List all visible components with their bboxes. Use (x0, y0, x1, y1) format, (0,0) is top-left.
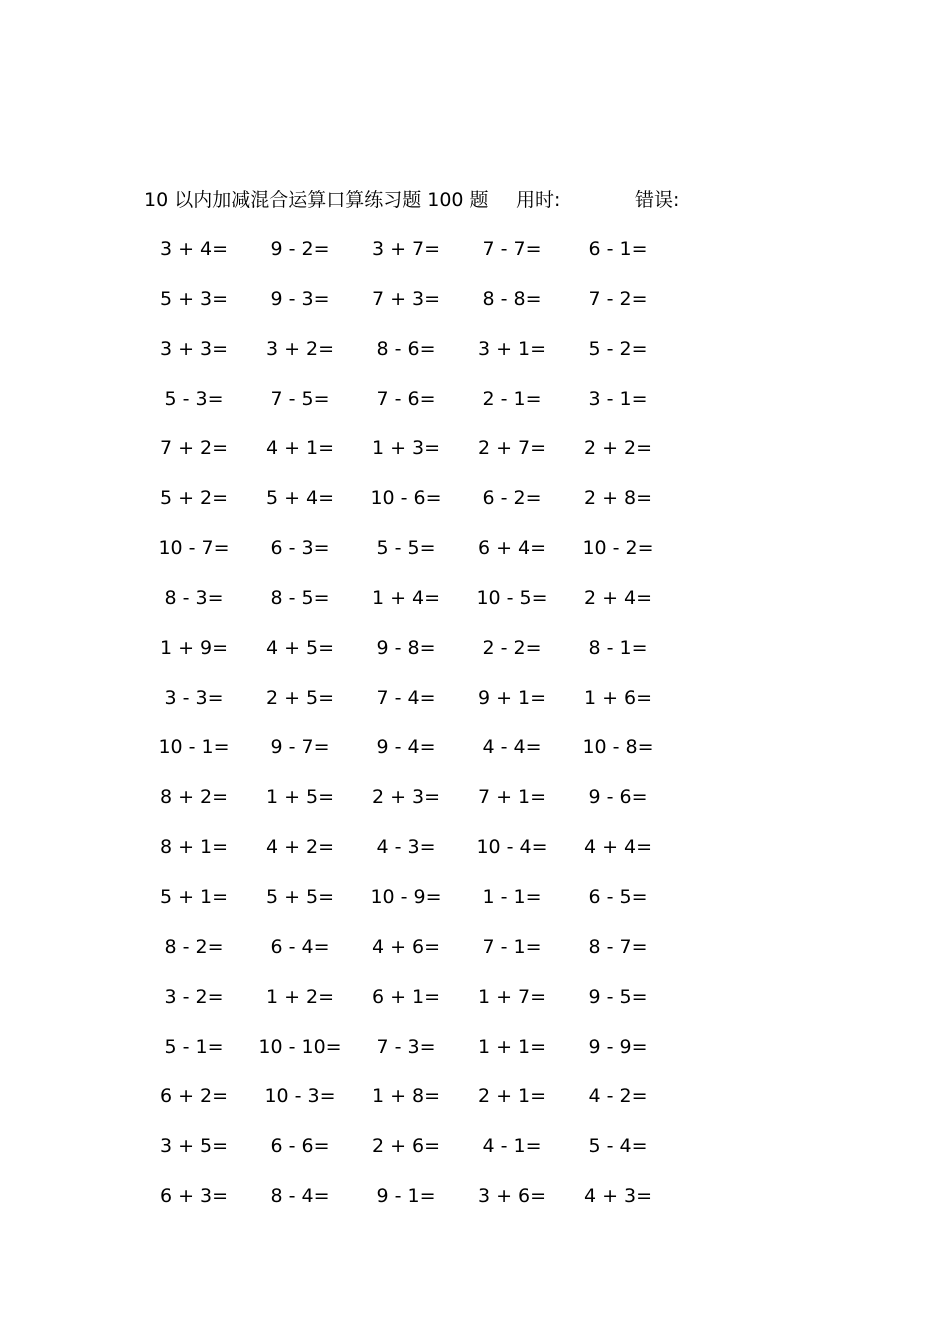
arithmetic-problem: 2 + 3= (371, 786, 441, 809)
problem-row (141, 982, 701, 1032)
problem-row (141, 1081, 701, 1131)
arithmetic-problem: 6 - 3= (270, 537, 330, 560)
arithmetic-problem: 4 - 4= (482, 736, 542, 759)
problem-row (141, 633, 701, 683)
arithmetic-problem: 3 + 2= (265, 337, 335, 360)
arithmetic-problem: 5 - 2= (588, 337, 648, 360)
arithmetic-problem: 7 - 3= (376, 1035, 436, 1058)
arithmetic-problem: 10 - 4= (476, 836, 548, 859)
arithmetic-problem: 1 + 1= (477, 1035, 547, 1058)
arithmetic-problem: 6 + 2= (159, 1085, 229, 1108)
problem-grid (141, 234, 701, 1231)
arithmetic-problem: 7 - 5= (270, 387, 330, 410)
problem-row (141, 782, 701, 832)
arithmetic-problem: 1 + 2= (265, 985, 335, 1008)
arithmetic-problem: 5 + 4= (265, 487, 335, 510)
arithmetic-problem: 10 - 10= (258, 1035, 342, 1058)
arithmetic-problem: 7 - 1= (482, 935, 542, 958)
arithmetic-problem: 5 + 2= (159, 487, 229, 510)
arithmetic-problem: 6 - 5= (588, 885, 648, 908)
arithmetic-problem: 4 + 6= (371, 935, 441, 958)
arithmetic-problem: 1 + 6= (583, 686, 653, 709)
arithmetic-problem: 4 + 1= (265, 437, 335, 460)
arithmetic-problem: 9 - 1= (376, 1185, 436, 1208)
arithmetic-problem: 3 + 3= (159, 337, 229, 360)
worksheet-title: 10 以内加减混合运算口算练习题 100 题 (144, 189, 489, 211)
arithmetic-problem: 4 + 2= (265, 836, 335, 859)
arithmetic-problem: 8 - 5= (270, 586, 330, 609)
arithmetic-problem: 7 - 2= (588, 287, 648, 310)
arithmetic-problem: 6 - 2= (482, 487, 542, 510)
arithmetic-problem: 6 + 4= (477, 537, 547, 560)
arithmetic-problem: 4 - 3= (376, 836, 436, 859)
arithmetic-problem: 2 + 7= (477, 437, 547, 460)
arithmetic-problem: 9 - 7= (270, 736, 330, 759)
arithmetic-problem: 8 - 8= (482, 287, 542, 310)
problem-row (141, 1032, 701, 1082)
arithmetic-problem: 9 - 9= (588, 1035, 648, 1058)
arithmetic-problem: 1 + 5= (265, 786, 335, 809)
arithmetic-problem: 7 + 3= (371, 287, 441, 310)
arithmetic-problem: 3 - 2= (164, 985, 224, 1008)
arithmetic-problem: 3 + 5= (159, 1135, 229, 1158)
arithmetic-problem: 10 - 7= (158, 537, 230, 560)
arithmetic-problem: 6 - 1= (588, 238, 648, 260)
arithmetic-problem: 3 + 7= (371, 238, 441, 260)
problem-row (141, 533, 701, 583)
arithmetic-problem: 3 - 3= (164, 686, 224, 709)
arithmetic-problem: 9 - 6= (588, 786, 648, 809)
problem-row (141, 583, 701, 633)
arithmetic-problem: 8 - 1= (588, 636, 648, 659)
arithmetic-problem: 7 - 6= (376, 387, 436, 410)
arithmetic-problem: 6 - 4= (270, 935, 330, 958)
problem-row (141, 433, 701, 483)
arithmetic-problem: 10 - 9= (370, 885, 442, 908)
arithmetic-problem: 2 + 8= (583, 487, 653, 510)
arithmetic-problem: 10 - 5= (476, 586, 548, 609)
arithmetic-problem: 5 + 1= (159, 885, 229, 908)
arithmetic-problem: 6 + 1= (371, 985, 441, 1008)
arithmetic-problem: 10 - 1= (158, 736, 230, 759)
arithmetic-problem: 10 - 3= (264, 1085, 336, 1108)
arithmetic-problem: 7 - 4= (376, 686, 436, 709)
arithmetic-problem: 9 - 8= (376, 636, 436, 659)
arithmetic-problem: 8 - 7= (588, 935, 648, 958)
arithmetic-problem: 2 + 1= (477, 1085, 547, 1108)
problem-row (141, 832, 701, 882)
worksheet-header (144, 186, 844, 214)
arithmetic-problem: 4 - 1= (482, 1135, 542, 1158)
arithmetic-problem: 4 + 4= (583, 836, 653, 859)
arithmetic-problem: 8 - 3= (164, 586, 224, 609)
arithmetic-problem: 8 + 2= (159, 786, 229, 809)
arithmetic-problem: 4 + 5= (265, 636, 335, 659)
problem-row (141, 1131, 701, 1181)
arithmetic-problem: 8 - 2= (164, 935, 224, 958)
arithmetic-problem: 1 + 7= (477, 985, 547, 1008)
arithmetic-problem: 1 - 1= (482, 885, 542, 908)
arithmetic-problem: 9 - 4= (376, 736, 436, 759)
arithmetic-problem: 9 + 1= (477, 686, 547, 709)
problem-row (141, 284, 701, 334)
problem-row (141, 483, 701, 533)
problem-row (141, 932, 701, 982)
problem-row (141, 1181, 701, 1231)
arithmetic-problem: 3 + 6= (477, 1185, 547, 1208)
arithmetic-problem: 2 + 6= (371, 1135, 441, 1158)
arithmetic-problem: 10 - 8= (582, 736, 654, 759)
arithmetic-problem: 5 + 5= (265, 885, 335, 908)
arithmetic-problem: 2 - 2= (482, 636, 542, 659)
arithmetic-problem: 7 + 2= (159, 437, 229, 460)
arithmetic-problem: 9 - 3= (270, 287, 330, 310)
arithmetic-problem: 4 - 2= (588, 1085, 648, 1108)
arithmetic-problem: 9 - 5= (588, 985, 648, 1008)
arithmetic-problem: 7 - 7= (482, 238, 542, 260)
arithmetic-problem: 2 - 1= (482, 387, 542, 410)
arithmetic-problem: 1 + 8= (371, 1085, 441, 1108)
arithmetic-problem: 6 - 6= (270, 1135, 330, 1158)
problem-row (141, 384, 701, 434)
arithmetic-problem: 8 + 1= (159, 836, 229, 859)
arithmetic-problem: 1 + 3= (371, 437, 441, 460)
arithmetic-problem: 5 + 3= (159, 287, 229, 310)
arithmetic-problem: 10 - 2= (582, 537, 654, 560)
arithmetic-problem: 8 - 6= (376, 337, 436, 360)
problem-row (141, 683, 701, 733)
problem-row (141, 882, 701, 932)
arithmetic-problem: 2 + 2= (583, 437, 653, 460)
arithmetic-problem: 6 + 3= (159, 1185, 229, 1208)
arithmetic-problem: 7 + 1= (477, 786, 547, 809)
arithmetic-problem: 8 - 4= (270, 1185, 330, 1208)
arithmetic-problem: 5 - 1= (164, 1035, 224, 1058)
time-used-label: 用时: (516, 189, 561, 211)
arithmetic-problem: 1 + 9= (159, 636, 229, 659)
arithmetic-problem: 2 + 4= (583, 586, 653, 609)
arithmetic-problem: 3 + 4= (159, 238, 229, 260)
problem-row (141, 334, 701, 384)
arithmetic-problem: 1 + 4= (371, 586, 441, 609)
problem-row (141, 732, 701, 782)
arithmetic-problem: 3 - 1= (588, 387, 648, 410)
arithmetic-problem: 9 - 2= (270, 238, 330, 260)
arithmetic-problem: 5 - 5= (376, 537, 436, 560)
problem-row (141, 234, 701, 284)
arithmetic-problem: 5 - 3= (164, 387, 224, 410)
arithmetic-problem: 2 + 5= (265, 686, 335, 709)
arithmetic-problem: 5 - 4= (588, 1135, 648, 1158)
arithmetic-problem: 4 + 3= (583, 1185, 653, 1208)
error-count-label: 错误: (635, 189, 680, 211)
arithmetic-problem: 3 + 1= (477, 337, 547, 360)
arithmetic-problem: 10 - 6= (370, 487, 442, 510)
